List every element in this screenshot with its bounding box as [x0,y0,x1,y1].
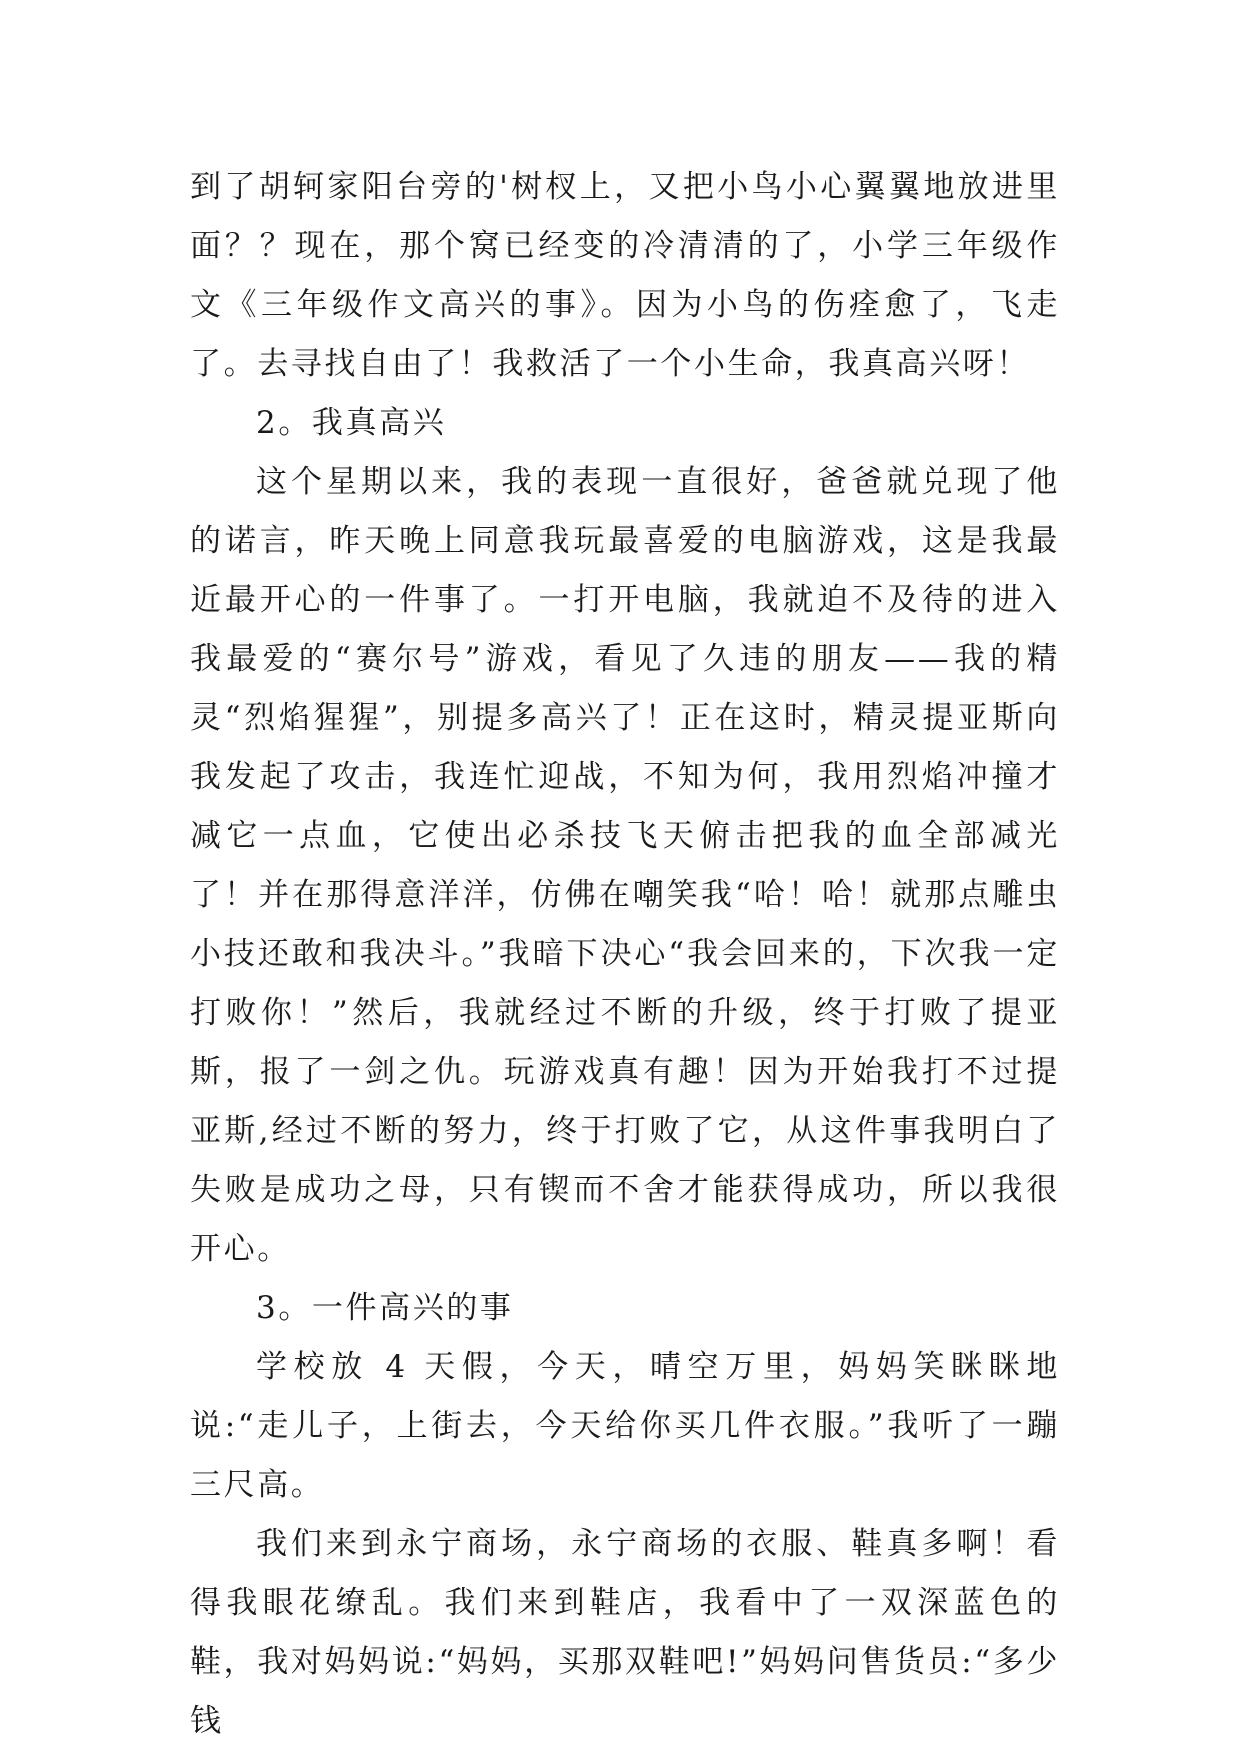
paragraph-story-ending: 到了胡轲家阳台旁的'树杈上，又把小鸟小心翼翼地放进里面？？现在，那个窝已经变的冷清清的了，小学三年级作文《三年级作文高兴的事》。因为小鸟的伤痊愈了，飞走了。去寻找自由了！我救活了一个小生命，我真高兴呀！ [190,169,1060,382]
paragraph-shopping: 我们来到永宁商场，永宁商场的衣服、鞋真多啊！看得我眼花缭乱。我们来到鞋店，我看中了一双深蓝色的鞋，我对妈妈说:“妈妈，买那双鞋吧!”妈妈问售货员:“多少钱 [190,1526,1060,1739]
paragraph-holiday: 学校放 4 天假，今天，晴空万里，妈妈笑眯眯地说:“走儿子，上街去，今天给你买几件衣服。”我听了一蹦三尺高。 [190,1349,1060,1503]
section-heading-2: 2。我真高兴 [256,405,447,441]
paragraph-game-story: 这个星期以来，我的表现一直很好，爸爸就兑现了他的诺言，昨天晚上同意我玩最喜爱的电脑游戏，这是我最近最开心的一件事了。一打开电脑，我就迫不及待的进入我最爱的“赛尔号”游戏，看见了久违的朋友——我的精灵“烈焰猩猩”，别提多高兴了！正在这时，精灵提亚斯向我发起了攻击，我连忙迎战，不知为何，我用烈焰冲撞才减它一点血，它使出必杀技飞天俯击把我的血全部减光了！并在那得意洋洋，仿佛在嘲笑我“哈！哈！就那点雕虫小技还敢和我决斗。”我暗下决心“我会回来的，下次我一定打败你！”然后，我就经过不断的升级，终于打败了提亚斯，报了一剑之仇。玩游戏真有趣！因为开始我打不过提亚斯,经过不断的努力，终于打败了它，从这件事我明白了失败是成功之母，只有锲而不舍才能获得成功，所以我很开心。 [190,464,1060,1267]
section-heading-3: 3。一件高兴的事 [256,1290,514,1326]
document-page [190,158,1060,1751]
